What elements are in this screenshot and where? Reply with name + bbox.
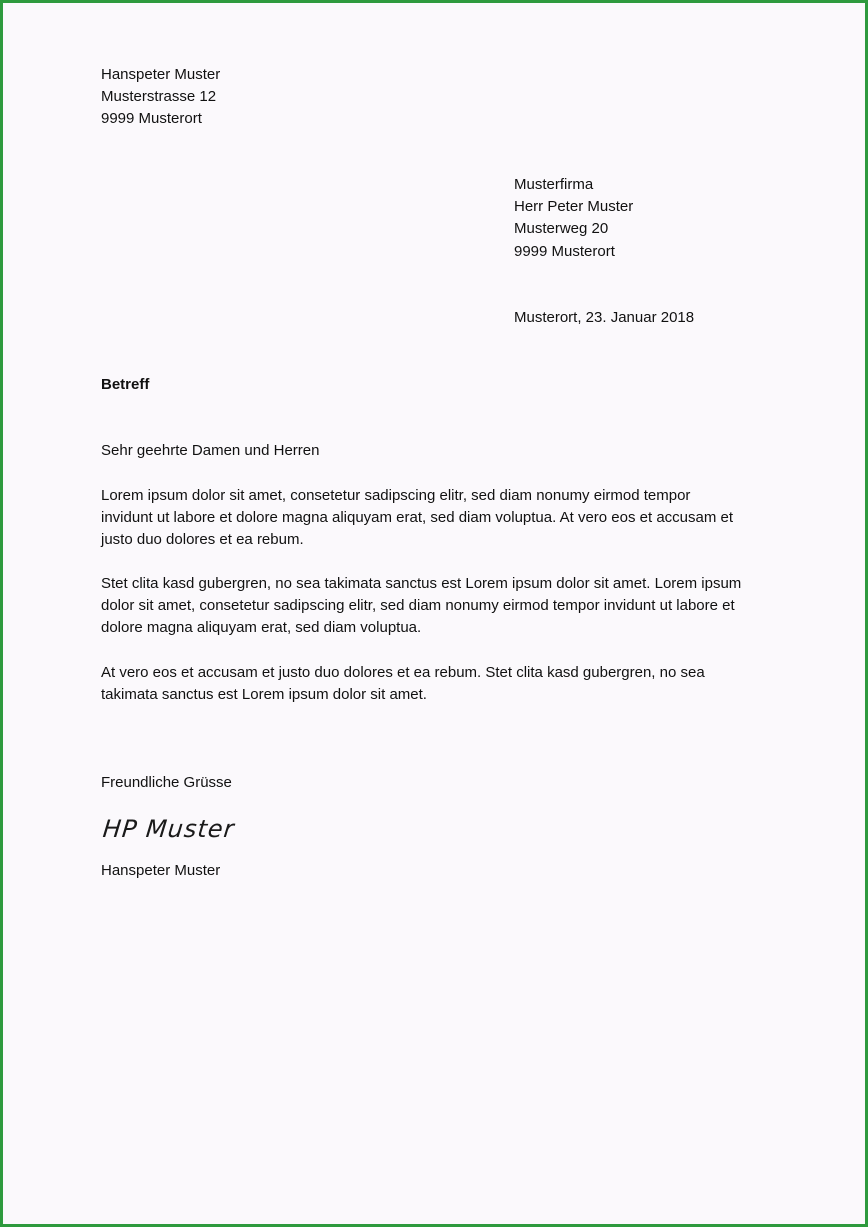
sender-city: 9999 Musterort: [101, 110, 202, 128]
body-paragraph-1: [101, 485, 801, 552]
recipient-company: Musterfirma: [514, 176, 594, 193]
letter-page: [3, 3, 865, 1224]
paragraph-line: invidunt ut labore et dolore magna aliquyam erat, sed diam voluptua. At vero eos et accusam et: [101, 509, 734, 527]
recipient-address: [514, 174, 633, 263]
paragraph-line: At vero eos et accusam et justo duo dolores et ea rebum. Stet clita kasd gubergren, no sea: [101, 664, 705, 681]
signer-name: Hanspeter Muster: [101, 862, 221, 879]
paragraph-line: dolore magna aliquyam erat, sed diam voluptua.: [101, 619, 422, 637]
sender-name: Hanspeter Muster: [101, 66, 221, 83]
paragraph-line: dolor sit amet, consetetur sadipscing elitr, sed diam nonumy eirmod tempor invidunt ut labore et: [101, 597, 735, 615]
paragraph-line: Lorem ipsum dolor sit amet, consetetur sadipscing elitr, sed diam nonumy eirmod tempor: [101, 487, 691, 504]
letter-subject: Betreff: [101, 376, 150, 393]
recipient-city: 9999 Musterort: [514, 242, 615, 260]
sender-address: [101, 64, 220, 131]
body-paragraph-3: [101, 662, 801, 706]
recipient-street: Musterweg 20: [514, 220, 609, 238]
recipient-person: Herr Peter Muster: [514, 198, 634, 216]
paragraph-line: Stet clita kasd gubergren, no sea takimata sanctus est Lorem ipsum dolor sit amet. Lorem ipsum: [101, 575, 742, 592]
paragraph-line: takimata sanctus est Lorem ipsum dolor sit amet.: [101, 686, 427, 704]
closing: Freundliche Grüsse: [101, 774, 232, 791]
handwritten-signature: HP Muster: [101, 815, 237, 843]
salutation: Sehr geehrte Damen und Herren: [101, 442, 320, 459]
paragraph-line: justo duo dolores et ea rebum.: [101, 531, 304, 549]
body-paragraph-2: [101, 573, 801, 640]
sender-street: Musterstrasse 12: [101, 88, 217, 106]
letter-date: Musterort, 23. Januar 2018: [514, 309, 695, 326]
